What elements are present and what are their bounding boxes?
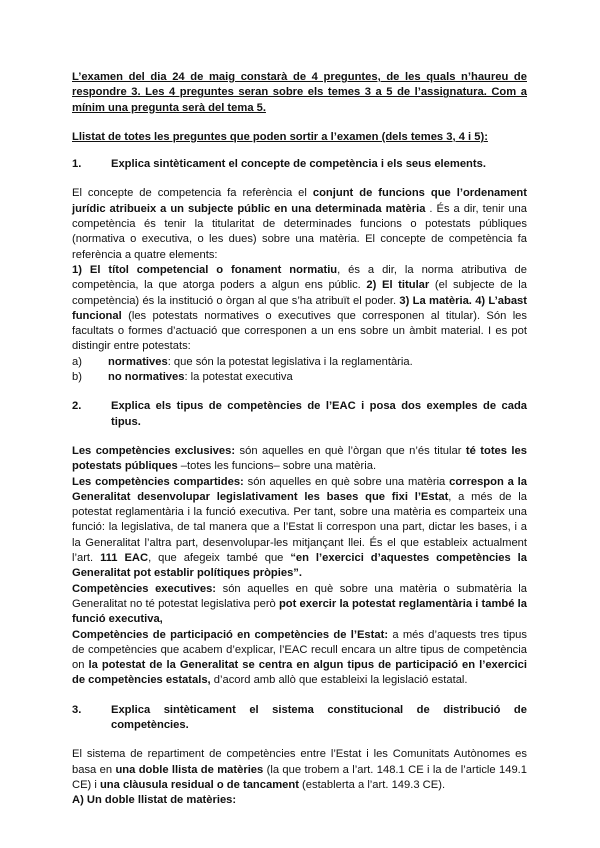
exam-intro — [72, 70, 527, 116]
q2-exclusive — [72, 444, 527, 475]
question-1-heading — [72, 157, 527, 172]
q2-exclusive-term: Les competències exclusives: — [72, 444, 236, 457]
q1-paragraph-2 — [72, 263, 527, 355]
question-2-heading — [72, 399, 527, 430]
q2-executive-term: Competències executives: — [72, 582, 217, 595]
q2-shared-quote: “en l’exercici d’aquestes competències la Generalitat pot establir polítiques pròpies”. — [72, 552, 527, 580]
question-2-title: Explica els tipus de competències de l’EAC i posa dos exemples de cada tipus. — [111, 400, 527, 428]
q2-executive-bold: pot exercir la potestat reglamentària i també la funció executiva, — [72, 597, 527, 626]
q2-participation-text-end: d’acord amb allò que estableixi la legislació estatal. — [210, 674, 468, 687]
question-3-heading — [72, 703, 527, 734]
q1-p2-text-d: (el subjecte de la competència) és la institució o òrgan al que s’ha atribuït el poder. — [72, 279, 528, 307]
q2-participation-bold: la potestat de la Generalitat se centra en algun tipus de participació en l’exercici de competències estatals, — [72, 659, 527, 687]
q2-shared — [72, 475, 527, 582]
q1-p1-text-a: El concepte de competencia fa referència el — [72, 187, 313, 200]
q2-participation-term: Competències de participació en competències de l’Estat: — [72, 628, 389, 641]
q2-shared-term: Les competències compartides: — [72, 475, 244, 488]
q2-exclusive-text-end: –totes les funcions– sobre una matèria. — [177, 460, 377, 473]
list-item-term: normatives — [108, 355, 168, 368]
q3-p1-text-c: (la que trobem a l’art. 148.1 CE i la de l’article 149.1 CE) i — [72, 763, 527, 791]
q3-p1-text-e: (establerta a l’art. 149.3 CE). — [298, 778, 446, 791]
q2-participation-text: a més d’aquests tres tipus de competències que acabem d’explicar, l’EAC recull encara un altre tipus de competència on — [72, 628, 527, 672]
q1-p2-text-b: , és a dir, la norma atributiva de competència, la que atorga poders a algun ens públic. — [72, 263, 527, 292]
q1-p1-text-c: . És a dir, tenir una competència és tenir la titularitat de determinades funcions o potestats públiques (normativa o executiva, o les dues) sobre una matèria. El concepte de competència fa referència a quatre elements: — [72, 202, 528, 261]
q1-elements-3-4: 3) La matèria. 4) L’abast funcional — [72, 294, 527, 322]
question-1-title: Explica sintèticament el concepte de competència i els seus elements. — [111, 158, 486, 171]
list-item-label: a) — [72, 355, 82, 368]
q2-executive-text: són aquelles en què sobre una matèria o submatèria la Generalitat no té potestat legislativa però — [72, 582, 527, 610]
list-item — [72, 370, 527, 385]
q2-executive — [72, 582, 527, 628]
q2-shared-text: són aquelles en què sobre una matèria — [243, 475, 450, 488]
q1-paragraph-1 — [72, 186, 527, 262]
list-item-term: no normatives — [108, 371, 185, 384]
q2-participation — [72, 628, 527, 689]
q2-exclusive-text: són aquelles en què l’òrgan que n’és titular — [235, 444, 466, 457]
q1-p1-bold: conjunt de funcions que l’ordenament jurídic atribueix a un subjecte públic en una determinada matèria — [72, 187, 527, 215]
q1-element-1: 1) El títol competencial o fonament normatiu — [72, 263, 338, 276]
q3-residual-clause: una clàusula residual o de tancament — [99, 778, 299, 791]
q3-double-list: una doble llista de matèries — [115, 763, 264, 776]
q1-p2-text-f: (les potestats normatives o executives que corresponen al titular). Són les facultats o formes d’actuació que corresponen a un ens sobre un àmbit material. I es pot distingir entre potestats: — [72, 309, 527, 353]
q3-paragraph-1 — [72, 747, 527, 793]
intro-text: L’examen del dia 24 de maig constarà de 4 preguntes, de les quals n’haureu de respondre 3. Les 4 preguntes seran sobre els temes 3 a 5 de l’assignatura. Com a mínim una pregunta serà del tema 5. — [72, 71, 527, 114]
question-1-number: 1. — [72, 158, 82, 171]
q3-p1-text-a: El sistema de repartiment de competències entre l’Estat i les Comunitats Autònomes es basa en — [72, 748, 527, 776]
q3-subheading: A) Un doble llistat de matèries: — [72, 794, 237, 807]
q2-shared-article: 111 EAC — [100, 552, 149, 565]
q2-shared-text-3: , que afegeix també que — [148, 552, 291, 565]
questions-list-title: Llistat de totes les preguntes que poden sortir a l’examen (dels temes 3, 4 i 5): — [72, 130, 488, 143]
question-3-number: 3. — [72, 703, 82, 716]
q2-shared-text-2: , a més de la potestat reglamentària i la funció executiva. Per tant, sobre una matèria es comparteix una funció: la legislativa, de tal manera que a l’Estat li correspon una part, dictar les bases, i a la Generalitat l’altra part, desenvolupar-les mitjançant llei. És el que estableix actualment l’art. — [72, 490, 527, 565]
list-item-label: b) — [72, 371, 82, 384]
document-page — [72, 70, 527, 808]
q2-exclusive-bold: té totes les potestats públiques — [72, 444, 527, 473]
q2-shared-bold: correspon a la Generalitat desenvolupar legislativament les bases que fixi l’Estat — [72, 475, 527, 503]
list-item — [72, 355, 527, 370]
list-item-text: : la potestat executiva — [184, 371, 293, 384]
list-item-text: : que són la potestat legislativa i la reglamentària. — [167, 355, 413, 368]
q1-element-2: 2) El titular — [366, 279, 430, 292]
question-3-title: Explica sintèticament el sistema constitucional de distribució de competències. — [111, 703, 527, 731]
question-2-number: 2. — [72, 400, 82, 413]
